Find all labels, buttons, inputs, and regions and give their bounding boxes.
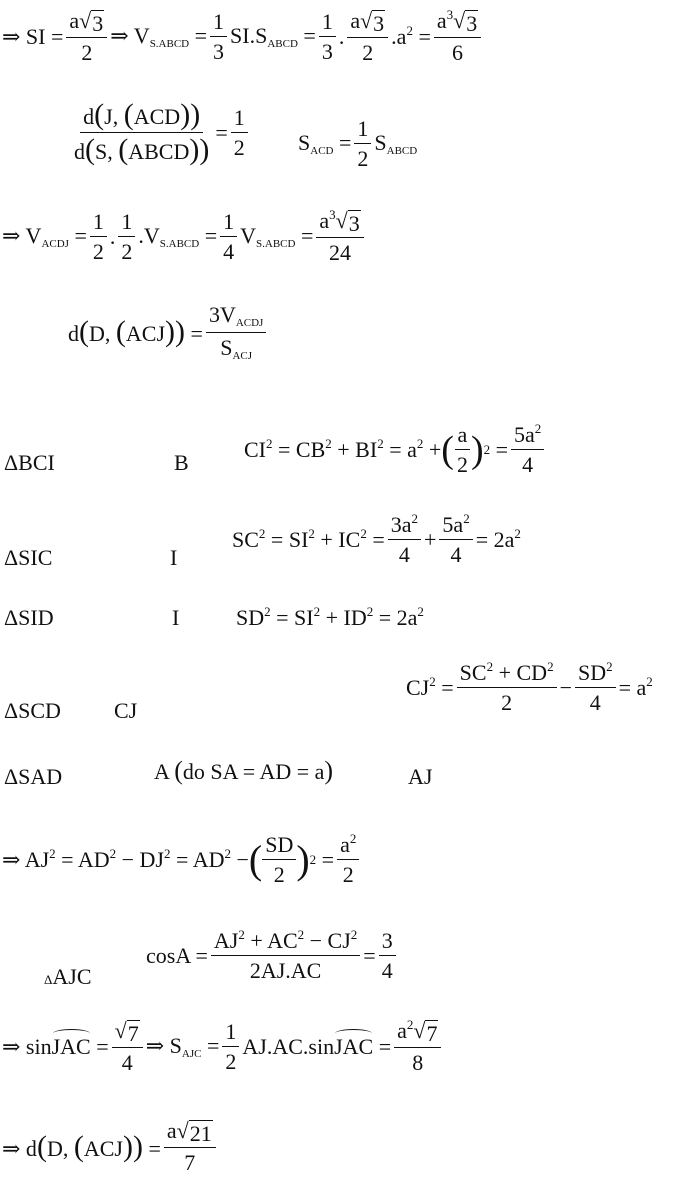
median-label-aj: AJ xyxy=(408,764,433,789)
triangle-label-sid: ΔSID xyxy=(4,605,54,630)
vertex-label-b: B xyxy=(174,450,189,475)
equation-sin-and-area: ⇒ sinJAC = √ 7 4 ⇒ $S_{AJC}$ = $\frac{1}{2}$ AJ.AC.sinJAC = $a^2$ √ 7 8 xyxy=(2,1018,444,1075)
equation-si-volume: ⇒ SI = a √ 3 2 ⇒ $V_{S.ABCD}$ = $\frac{1}{3}$ $SI.S_{ABCD}$ = $\frac{1}{3}$ . a √ 3 2 $.a^2$ = $a^3$ √ 3 6 xyxy=(2,8,484,65)
equation-sd-squared: $SD^2 = SI^2 + ID^2 = 2a^2$ xyxy=(236,604,424,630)
triangle-label-bci: ΔBCI xyxy=(4,450,55,475)
triangle-label-sad: ΔSAD xyxy=(4,764,63,789)
equation-aj-squared: ⇒ $AJ^2 = AD^2 - DJ^2 = AD^2$ − ( $\frac{SD}{2}$ ) 2 = $\frac{a^2}{2}$ xyxy=(2,832,362,888)
equation-area-acd: $S_{ACD}$ = $\frac{1}{2}$ $S_{ABCD}$ xyxy=(298,116,418,172)
equation-final-distance: ⇒ d(D, (ACJ)) = a √ 21 7 xyxy=(2,1118,219,1175)
equation-sc-squared: $SC^2 = SI^2 + IC^2$ = $\frac{3a^2}{4}$ + $\frac{5a^2}{4}$ = $2a^2$ xyxy=(232,511,521,568)
triangle-label-scd: ΔSCD xyxy=(4,698,61,723)
triangle-label-sic: ΔSIC xyxy=(4,545,53,570)
note-isosceles-at-a: A (do SA = AD = a) xyxy=(154,756,334,785)
equation-cj-squared: $CJ^2$ = $\frac{SC^2 + CD^2}{2}$ − $\frac{SD^2}{4}$ = $a^2$ xyxy=(406,659,653,716)
vertex-label-i: I xyxy=(170,545,178,570)
equation-cos-a: cosA = $\frac{AJ^2 + AC^2 - CJ^2}{2AJ.AC}$ = $\frac{3}{4}$ xyxy=(146,928,399,984)
equation-ci-squared: $CI^2 = CB^2 + BI^2 = a^2$ + ( $\frac{a}{2}$ ) 2 = $\frac{5a^2}{4}$ xyxy=(244,422,547,478)
median-label-cj: CJ xyxy=(114,698,138,723)
triangle-label-ajc: ΔAJC xyxy=(44,964,92,989)
equation-volume-acdj: ⇒ $V_{ACDJ}$ = $\frac{1}{2}$ . $\frac{1}{2}$ $.V_{S.ABCD}$ = $\frac{1}{4}$ $V_{S.ABCD}$ = $a^3$ √ 3 24 xyxy=(2,208,367,265)
equation-distance-formula: d(D, (ACJ)) = $\frac{3V_{ACDJ}}{S_{ACJ}}$ xyxy=(68,302,269,362)
equation-distance-ratio: $\frac{\text{d(J, (ACD))}}{\text{d(S, (ABCD))}}$ = $\frac{1}{2}$ xyxy=(68,100,251,165)
vertex-label-i-2: I xyxy=(172,605,180,630)
